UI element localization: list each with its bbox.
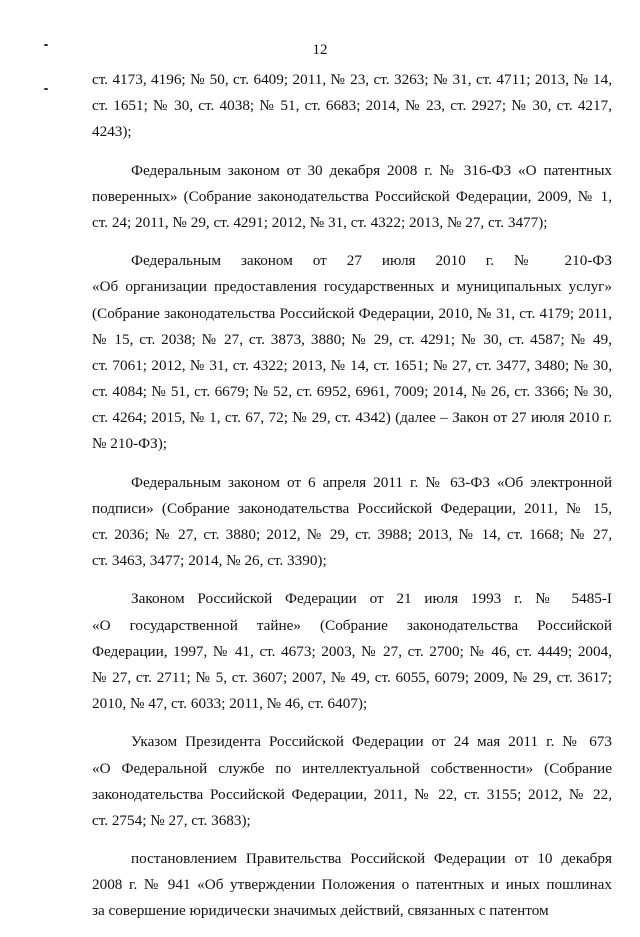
text-line: «О Федеральной службе по интеллектуальной собственности» (Собрание [92, 759, 612, 777]
paragraph [92, 248, 612, 458]
text-line: ст. 4264; 2015, № 1, ст. 67, 72; № 29, ст. 4342) (далее – Закон от 27 июля 2010 г. [92, 409, 612, 427]
text-line: ст. 3463, 3477; 2014, № 26, ст. 3390); [92, 552, 327, 570]
paragraph [92, 67, 612, 146]
text-line: 2010, № 47, ст. 6033; 2011, № 46, ст. 6407); [92, 695, 368, 713]
text-line: ст. 7061; 2012, № 31, ст. 4322; 2013, № 14, ст. 1651; № 27, ст. 3477, 3480; № 30, [92, 356, 612, 374]
text-line: ст. 24; 2011, № 29, ст. 4291; 2012, № 31, ст. 4322; 2013, № 27, ст. 3477); [92, 213, 548, 231]
page-number: 12 [312, 42, 328, 58]
text-line: 4243); [92, 123, 132, 141]
paragraph [92, 158, 612, 237]
text-line: «О государственной тайне» (Собрание законодательства Российской [92, 616, 612, 634]
text-line: Федерации, 1997, № 41, ст. 4673; 2003, № 27, ст. 2700; № 46, ст. 4449; 2004, [92, 642, 612, 660]
text-line: ст. 2036; № 27, ст. 3880; 2012, № 29, ст. 3988; 2013, № 14, ст. 1668; № 27, [92, 526, 612, 543]
text-line: № 15, ст. 2038; № 27, ст. 3873, 3880; № 29, ст. 4291; № 30, ст. 4587; № 49, [92, 330, 612, 348]
text-line: подписи» (Собрание законодательства Российской Федерации, 2011, № 15, [92, 499, 612, 517]
text-line: ст. 1651; № 30, ст. 4038; № 51, ст. 6683; 2014, № 23, ст. 2927; № 30, ст. 4217, [92, 97, 612, 115]
text-line: Федеральным законом от 6 апреля 2011 г. № 63-ФЗ «Об электронной [131, 473, 612, 491]
text-line: Федеральным законом от 27 июля 2010 г. № 210-ФЗ [131, 252, 612, 270]
text-line: Указом Президента Российской Федерации от 24 мая 2011 г. № 673 [131, 733, 612, 751]
text-line: за совершение юридически значимых действий, связанных с патентом [92, 902, 549, 920]
document-body [92, 67, 612, 937]
text-line: ст. 4173, 4196; № 50, ст. 6409; 2011, № 23, ст. 3263; № 31, ст. 4711; 2013, № 14, [92, 71, 612, 88]
text-line: поверенных» (Собрание законодательства Российской Федерации, 2009, № 1, [92, 187, 612, 205]
text-line: «Об организации предоставления государственных и муниципальных услуг» [92, 278, 612, 296]
paragraph [92, 846, 612, 925]
text-line: ст. 4084; № 51, ст. 6679; № 52, ст. 6952, 6961, 7009; 2014, № 26, ст. 3366; № 30, [92, 383, 612, 401]
text-line: постановлением Правительства Российской Федерации от 10 декабря [131, 850, 612, 868]
text-line: Законом Российской Федерации от 21 июля 1993 г. № 5485-I [131, 590, 612, 608]
paragraph [92, 586, 612, 717]
paragraph [92, 470, 612, 575]
paragraph [92, 729, 612, 834]
text-line: ст. 2754; № 27, ст. 3683); [92, 811, 251, 829]
text-line: 2008 г. № 941 «Об утверждении Положения о патентных и иных пошлинах [92, 876, 612, 894]
text-line: законодательства Российской Федерации, 2011, № 22, ст. 3155; 2012, № 22, [92, 785, 612, 803]
text-line: (Собрание законодательства Российской Федерации, 2010, № 31, ст. 4179; 2011, [92, 304, 612, 322]
text-line: № 210-ФЗ); [92, 435, 168, 453]
text-line: Федеральным законом от 30 декабря 2008 г. № 316-ФЗ «О патентных [131, 161, 612, 179]
scan-mark [44, 88, 48, 90]
text-line: № 27, ст. 2711; № 5, ст. 3607; 2007, № 49, ст. 6055, 6079; 2009, № 29, ст. 3617; [92, 668, 612, 686]
